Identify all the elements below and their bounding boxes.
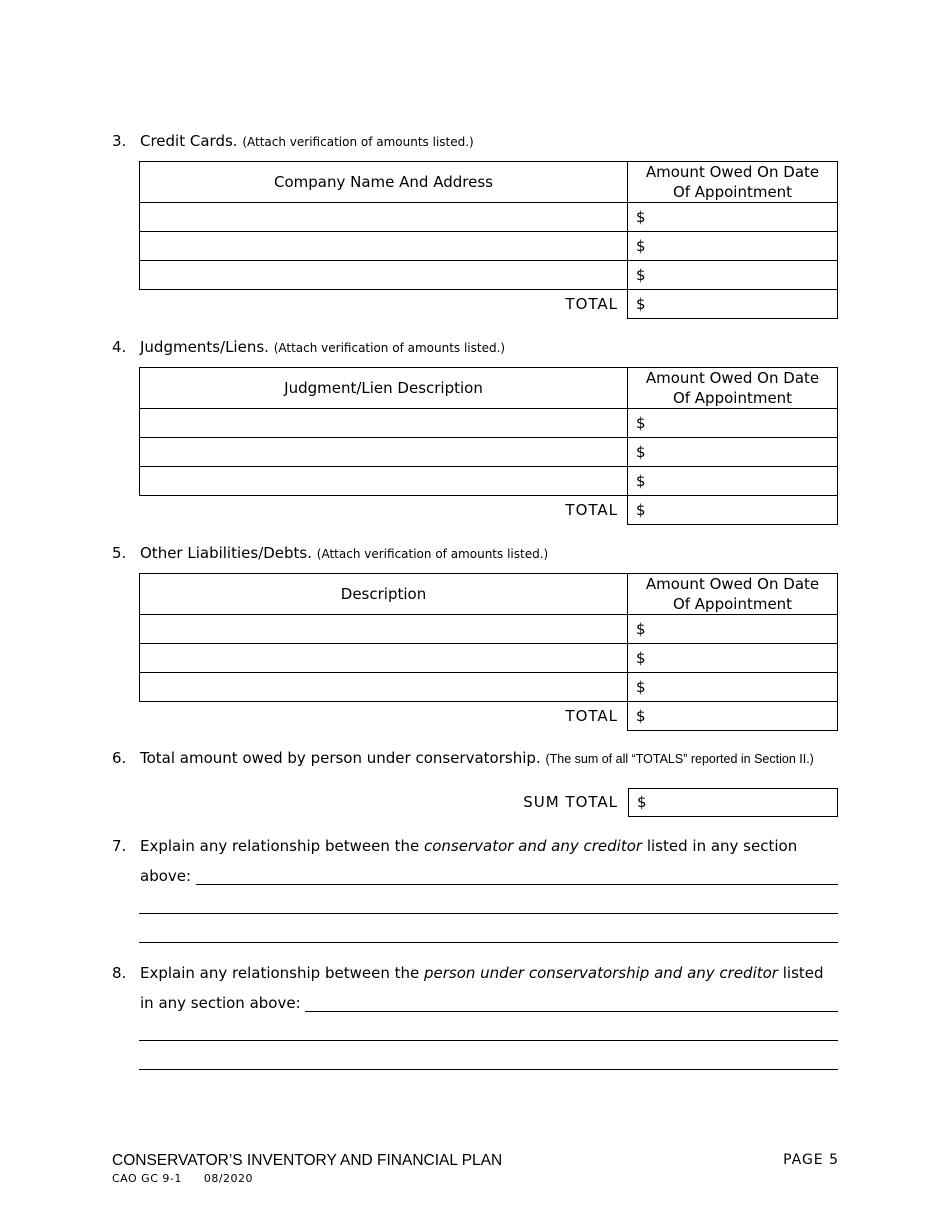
amount-input-cell[interactable]: $ — [628, 409, 838, 438]
column-header: Company Name And Address — [140, 162, 628, 203]
amount-input-cell[interactable]: $ — [628, 232, 838, 261]
section-number: 5. — [112, 544, 127, 562]
amount-input-cell[interactable]: $ — [628, 644, 838, 673]
section-person-relationship — [112, 962, 842, 1082]
description-input-cell[interactable] — [140, 673, 628, 702]
question-text-line2: in any section above: — [140, 994, 301, 1012]
section-title: Credit Cards. — [140, 132, 238, 150]
amount-input-cell[interactable]: $ — [628, 673, 838, 702]
section-title: Other Liabilities/Debts. — [140, 544, 313, 562]
judgments-liens-table — [139, 367, 838, 525]
table-row — [140, 232, 838, 261]
description-input-cell[interactable] — [140, 644, 628, 673]
column-header-amount: Amount Owed On Date Of Appointment — [628, 368, 838, 409]
amount-input-cell[interactable]: $ — [628, 261, 838, 290]
footer-form-code: CAO GC 9-1 08/2020 — [112, 1172, 254, 1185]
section-credit-cards — [112, 130, 842, 314]
column-header: Description — [140, 574, 628, 615]
description-input-cell[interactable] — [140, 467, 628, 496]
section-other-liabilities — [112, 542, 842, 726]
answer-line[interactable] — [139, 1040, 838, 1041]
description-input-cell[interactable] — [140, 409, 628, 438]
table-row — [140, 409, 838, 438]
footer-form-title: CONSERVATOR’S INVENTORY AND FINANCIAL PLAN — [112, 1152, 503, 1169]
description-input-cell[interactable] — [140, 438, 628, 467]
question-text-line2: above: — [140, 867, 192, 885]
section-number: 8. — [112, 964, 127, 982]
amount-input-cell[interactable]: $ — [628, 438, 838, 467]
total-input-cell[interactable]: $ — [628, 496, 838, 525]
section-number: 4. — [112, 338, 127, 356]
section-number: 6. — [112, 749, 127, 767]
total-input-cell[interactable]: $ — [628, 290, 838, 319]
amount-input-cell[interactable]: $ — [628, 203, 838, 232]
section-note: (The sum of all “TOTALS” reported in Section II.) — [545, 752, 814, 766]
table-row — [140, 615, 838, 644]
column-header: Judgment/Lien Description — [140, 368, 628, 409]
column-header-amount: Amount Owed On Date Of Appointment — [628, 162, 838, 203]
amount-input-cell[interactable]: $ — [628, 615, 838, 644]
total-label: TOTAL — [140, 290, 628, 319]
other-liabilities-table — [139, 573, 838, 731]
answer-line[interactable] — [305, 1011, 838, 1012]
section-judgments-liens — [112, 336, 842, 520]
answer-line[interactable] — [196, 884, 838, 885]
company-input-cell[interactable] — [140, 232, 628, 261]
section-number: 7. — [112, 837, 127, 855]
total-input-cell[interactable]: $ — [628, 702, 838, 731]
table-row — [140, 467, 838, 496]
sum-total-input[interactable]: $ — [628, 788, 838, 817]
section-conservator-relationship — [112, 835, 842, 955]
total-row — [140, 290, 838, 319]
table-row — [140, 673, 838, 702]
table-row — [140, 438, 838, 467]
total-row — [140, 702, 838, 731]
company-input-cell[interactable] — [140, 203, 628, 232]
section-note: (Attach verification of amounts listed.) — [242, 135, 474, 149]
footer-page-number: PAGE 5 — [783, 1152, 839, 1168]
section-total-owed — [112, 747, 842, 811]
table-row — [140, 644, 838, 673]
table-row — [140, 203, 838, 232]
section-title: Total amount owed by person under conservatorship. — [140, 749, 541, 767]
total-label: TOTAL — [140, 496, 628, 525]
section-number: 3. — [112, 132, 127, 150]
company-input-cell[interactable] — [140, 261, 628, 290]
sum-total-label: SUM TOTAL — [523, 793, 618, 811]
question-text: Explain any relationship between the conservator and any creditor listed in any section — [140, 837, 798, 855]
amount-input-cell[interactable]: $ — [628, 467, 838, 496]
question-text: Explain any relationship between the person under conservatorship and any creditor listed — [140, 964, 824, 982]
footer-form-date: 08/2020 — [203, 1172, 254, 1185]
total-label: TOTAL — [140, 702, 628, 731]
answer-line[interactable] — [139, 942, 838, 943]
section-title: Judgments/Liens. — [140, 338, 269, 356]
table-row — [140, 261, 838, 290]
section-note: (Attach verification of amounts listed.) — [273, 341, 506, 355]
credit-cards-table — [139, 161, 838, 319]
answer-line[interactable] — [139, 1069, 838, 1070]
total-row — [140, 496, 838, 525]
section-note: (Attach verification of amounts listed.) — [316, 547, 549, 561]
column-header-amount: Amount Owed On Date Of Appointment — [628, 574, 838, 615]
description-input-cell[interactable] — [140, 615, 628, 644]
answer-line[interactable] — [139, 913, 838, 914]
